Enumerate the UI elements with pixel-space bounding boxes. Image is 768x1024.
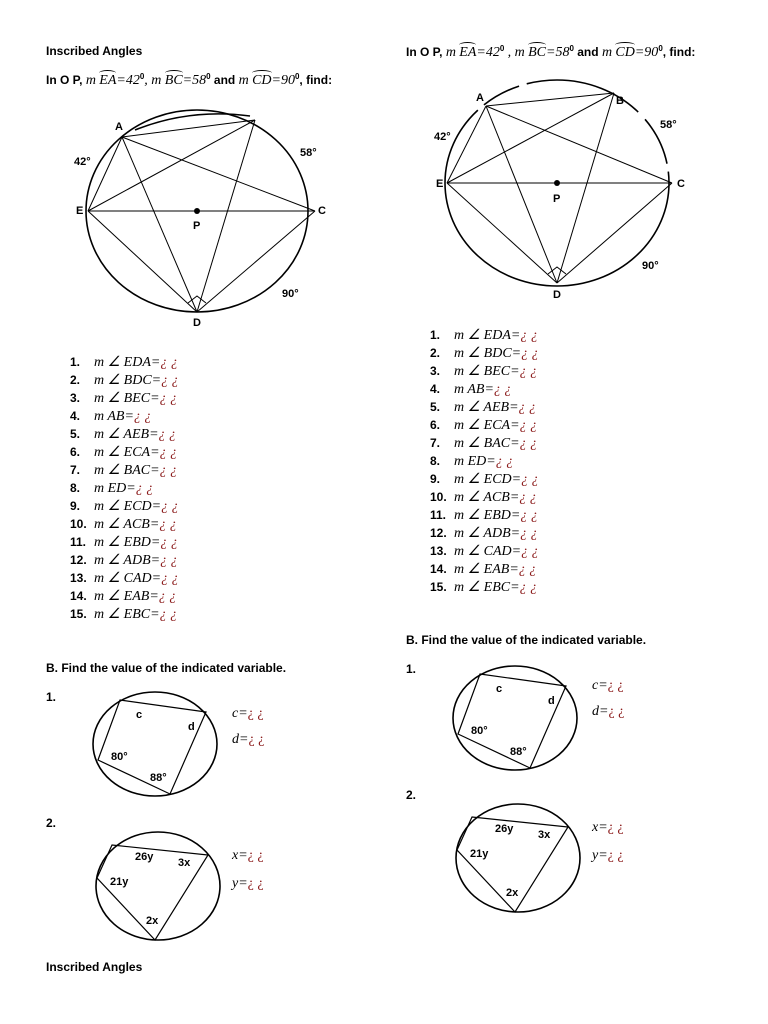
question-expression: m ∠ BAC= xyxy=(94,463,160,478)
question-expression: m ∠ ECA= xyxy=(454,418,520,433)
question-number: 4. xyxy=(430,382,441,396)
question-expression: m ∠ EDA= xyxy=(454,328,521,343)
answer-blank[interactable]: ¿ ¿ xyxy=(159,445,178,460)
question-expression: m ∠ ECA= xyxy=(94,445,160,460)
arc-ea-name: EA xyxy=(99,73,117,88)
degree-mark: 0 xyxy=(139,72,145,81)
question-expression: m ∠ EAB= xyxy=(94,589,159,604)
given-arc1-prefix: m xyxy=(445,45,456,60)
arc-bc-value: =58 xyxy=(182,73,207,88)
answer-blank[interactable]: ¿ ¿ xyxy=(158,589,177,604)
question-expression: m ∠ BDC= xyxy=(94,373,162,388)
question-expression: m ∠ EDA= xyxy=(94,355,161,370)
question-number: 6. xyxy=(70,445,81,459)
problem-number: 2. xyxy=(406,788,417,802)
worksheet-title: Inscribed Angles xyxy=(46,44,143,58)
label-b: B xyxy=(616,95,624,107)
angle-21y-label: 21y xyxy=(110,876,129,888)
angle-c-label: c xyxy=(496,683,503,695)
angle-88-label: 88° xyxy=(510,746,527,758)
question-number: 7. xyxy=(70,463,81,477)
question-number: 10. xyxy=(70,517,87,531)
label-a: A xyxy=(476,92,484,104)
answer-blank[interactable]: ¿ ¿ xyxy=(161,499,179,514)
answer-blank[interactable]: ¿ ¿ xyxy=(521,472,539,487)
angle-21y-label: 21y xyxy=(470,848,489,860)
label-e: E xyxy=(436,178,444,190)
given-and: and xyxy=(577,45,599,59)
answer-blank[interactable]: ¿ ¿ xyxy=(520,526,538,541)
question-number: 15. xyxy=(430,580,447,594)
label-c: C xyxy=(677,178,685,190)
answer-blank[interactable]: ¿ ¿ xyxy=(135,481,154,496)
answer-blank[interactable]: ¿ ¿ xyxy=(519,580,538,595)
angle-d-label: d xyxy=(188,721,195,733)
angle-c-label: c xyxy=(136,709,143,721)
answer-blank[interactable]: ¿ ¿ xyxy=(519,436,538,451)
given-and: and xyxy=(213,73,236,87)
problem-number: 2. xyxy=(46,816,57,830)
angle-26y-label: 26y xyxy=(495,823,514,835)
answer-c: c=¿ ¿ xyxy=(232,706,264,721)
question-number: 11. xyxy=(430,508,447,522)
answer-blank[interactable]: ¿ ¿ xyxy=(493,382,512,397)
arc-ea-measure: 42° xyxy=(74,156,91,168)
answer-blank[interactable]: ¿ ¿ xyxy=(133,409,152,424)
answer-c: c=¿ ¿ xyxy=(592,678,624,693)
problem-number: 1. xyxy=(46,690,57,704)
answer-blank[interactable]: ¿ ¿ xyxy=(518,562,537,577)
answer-blank[interactable]: ¿ ¿ xyxy=(159,517,177,532)
question-number: 2. xyxy=(430,346,441,360)
question-expression: m ∠ EBD= xyxy=(94,535,161,550)
question-expression: m ∠ BAC= xyxy=(454,436,520,451)
answer-blank[interactable]: ¿ ¿ xyxy=(520,508,538,523)
question-number: 14. xyxy=(430,562,447,576)
answer-blank[interactable]: ¿ ¿ xyxy=(521,346,539,361)
degree-mark: 0 xyxy=(569,44,574,53)
question-number: 8. xyxy=(430,454,441,468)
question-expression: m ∠ ECD= xyxy=(454,472,522,487)
question-number: 5. xyxy=(70,427,81,441)
question-expression: m ∠ EBC= xyxy=(94,607,160,622)
question-number: 5. xyxy=(430,400,441,414)
degree-mark: 0 xyxy=(499,44,505,53)
given-suffix: , find: xyxy=(299,73,333,87)
given-arc2-prefix: , m xyxy=(144,73,162,88)
arc-ea-name: EA xyxy=(459,45,477,60)
label-a: A xyxy=(115,121,123,133)
given-prefix: In O P, xyxy=(406,45,443,59)
answer-blank[interactable]: ¿ ¿ xyxy=(519,418,538,433)
given-arc3-prefix: m xyxy=(238,73,249,88)
arc-cd-measure: 90° xyxy=(642,260,659,272)
degree-mark: 0 xyxy=(294,72,300,81)
angle-80-label: 80° xyxy=(111,751,128,763)
angle-d-label: d xyxy=(548,695,555,707)
label-c: C xyxy=(318,205,326,217)
answer-blank[interactable]: ¿ ¿ xyxy=(161,373,179,388)
label-p: P xyxy=(553,193,561,205)
question-number: 7. xyxy=(430,436,441,450)
answer-blank[interactable]: ¿ ¿ xyxy=(518,400,537,415)
answer-x: x=¿ ¿ xyxy=(592,820,624,835)
given-arc1-prefix: m xyxy=(85,73,96,88)
question-expression: m ∠ ACB= xyxy=(454,490,520,505)
problem-number: 1. xyxy=(406,662,417,676)
label-d: D xyxy=(553,289,561,301)
question-expression: m ∠ CAD= xyxy=(94,571,162,586)
answer-d: d=¿ ¿ xyxy=(232,732,265,747)
arc-bc-measure: 58° xyxy=(660,119,677,131)
question-expression: m ∠ EBC= xyxy=(454,580,520,595)
answer-blank[interactable]: ¿ ¿ xyxy=(159,607,178,622)
label-e: E xyxy=(76,205,84,217)
question-expression: m ∠ AEB= xyxy=(94,427,159,442)
question-number: 6. xyxy=(430,418,441,432)
question-expression: m ∠ BDC= xyxy=(454,346,522,361)
angle-80-label: 80° xyxy=(471,725,488,737)
question-number: 8. xyxy=(70,481,81,495)
arc-bc-name: BC xyxy=(528,45,546,60)
angle-2x-label: 2x xyxy=(146,915,159,927)
question-number: 12. xyxy=(430,526,447,540)
given-suffix: , find: xyxy=(662,45,696,59)
question-expression: m ∠ ADB= xyxy=(454,526,521,541)
degree-mark: 0 xyxy=(206,72,211,81)
answer-x: x=¿ ¿ xyxy=(232,848,264,863)
question-expression: m ∠ BEC= xyxy=(454,364,520,379)
answer-blank[interactable]: ¿ ¿ xyxy=(495,454,514,469)
part-b-heading: B. Find the value of the indicated variable. xyxy=(46,661,287,675)
answer-blank[interactable]: ¿ ¿ xyxy=(158,427,177,442)
given-arc2-prefix: , m xyxy=(507,45,525,60)
answer-blank[interactable]: ¿ ¿ xyxy=(519,364,538,379)
label-d: D xyxy=(193,317,201,329)
answer-blank[interactable]: ¿ ¿ xyxy=(160,355,178,370)
question-number: 9. xyxy=(430,472,441,486)
given-arc3-prefix: m xyxy=(601,45,613,60)
arc-ea-measure: 42° xyxy=(434,131,451,143)
question-number: 1. xyxy=(430,328,441,342)
footer-title: Inscribed Angles xyxy=(46,960,143,974)
question-expression: m ∠ ADB= xyxy=(94,553,161,568)
part-b-heading: B. Find the value of the indicated variable. xyxy=(406,633,647,647)
arc-cd-name: CD xyxy=(252,73,272,88)
arc-cd-value: =90 xyxy=(271,73,295,88)
question-number: 12. xyxy=(70,553,87,567)
answer-blank[interactable]: ¿ ¿ xyxy=(521,544,539,559)
angle-2x-label: 2x xyxy=(506,887,519,899)
arc-ea-value: =42 xyxy=(476,45,500,60)
question-expression: m ED= xyxy=(454,454,496,469)
angle-88-label: 88° xyxy=(150,772,167,784)
answer-y: y=¿ ¿ xyxy=(232,876,264,891)
answer-y: y=¿ ¿ xyxy=(592,848,624,863)
answer-d: d=¿ ¿ xyxy=(592,704,625,719)
question-number: 14. xyxy=(70,589,87,603)
question-expression: m AB= xyxy=(454,382,494,397)
arc-cd-value: =90 xyxy=(634,45,659,60)
angle-3x-label: 3x xyxy=(538,829,551,841)
question-expression: m ∠ CAD= xyxy=(454,544,522,559)
arc-bc-value: =58 xyxy=(546,45,570,60)
answer-blank[interactable]: ¿ ¿ xyxy=(160,553,178,568)
question-number: 15. xyxy=(70,607,87,621)
question-expression: m AB= xyxy=(94,409,134,424)
answer-blank[interactable]: ¿ ¿ xyxy=(519,490,537,505)
question-number: 4. xyxy=(70,409,81,423)
question-number: 10. xyxy=(430,490,447,504)
answer-blank[interactable]: ¿ ¿ xyxy=(159,463,178,478)
arc-cd-measure: 90° xyxy=(282,288,299,300)
question-number: 13. xyxy=(70,571,87,585)
arc-ea-value: =42 xyxy=(116,73,140,88)
angle-3x-label: 3x xyxy=(178,857,191,869)
question-expression: m ∠ BEC= xyxy=(94,391,160,406)
question-expression: m ∠ ECD= xyxy=(94,499,162,514)
question-number: 2. xyxy=(70,373,81,387)
degree-mark: 0 xyxy=(658,44,663,53)
arc-bc-name: BC xyxy=(164,73,183,88)
question-expression: m ∠ EAB= xyxy=(454,562,519,577)
question-number: 11. xyxy=(70,535,87,549)
question-number: 9. xyxy=(70,499,81,513)
question-expression: m ∠ AEB= xyxy=(454,400,519,415)
arc-bc-measure: 58° xyxy=(300,147,317,159)
answer-blank[interactable]: ¿ ¿ xyxy=(160,535,178,550)
question-number: 1. xyxy=(70,355,81,369)
question-expression: m ED= xyxy=(94,481,136,496)
angle-26y-label: 26y xyxy=(135,851,154,863)
answer-blank[interactable]: ¿ ¿ xyxy=(161,571,179,586)
question-expression: m ∠ EBD= xyxy=(454,508,521,523)
arc-cd-name: CD xyxy=(615,45,635,60)
question-number: 3. xyxy=(430,364,441,378)
question-number: 3. xyxy=(70,391,81,405)
answer-blank[interactable]: ¿ ¿ xyxy=(520,328,538,343)
label-p: P xyxy=(193,220,201,232)
answer-blank[interactable]: ¿ ¿ xyxy=(159,391,178,406)
given-prefix: In O P, xyxy=(46,73,83,87)
question-expression: m ∠ ACB= xyxy=(94,517,160,532)
question-number: 13. xyxy=(430,544,447,558)
